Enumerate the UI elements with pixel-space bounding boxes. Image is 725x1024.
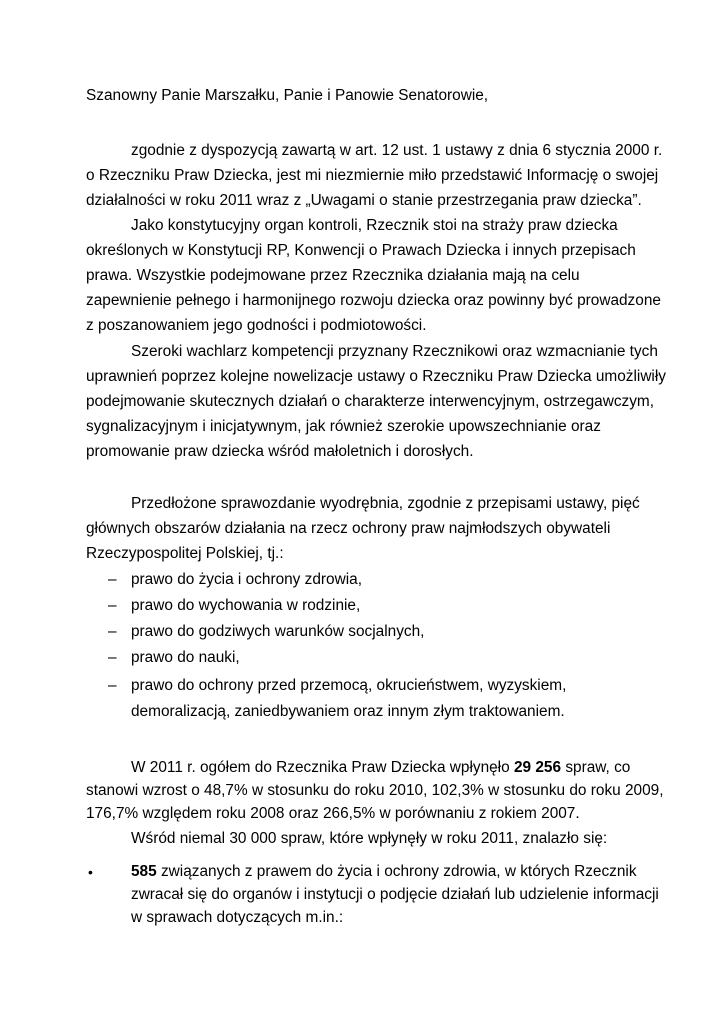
greeting: Szanowny Panie Marszałku, Panie i Panowie Senatorowie, [86,87,489,104]
b1-count: 585 [131,863,157,880]
p1-line1: zgodnie z dyspozycją zawartą w art. 12 ust. 1 ustawy z dnia 6 stycznia 2000 r. [131,142,663,159]
p5-line1 [131,759,630,777]
p3-line3: podejmowanie skutecznych działań o charakterze interwencyjnym, ostrzegawczym, [86,393,654,410]
b1-line1 [131,863,637,881]
p2-line1: Jako konstytucyjny organ kontroli, Rzecznik stoi na straży praw dziecka [131,217,618,234]
p3-line1: Szeroki wachlarz kompetencji przyznany Rzecznikowi oraz wzmacnianie tych [131,343,658,360]
list-item-line1: prawo do ochrony przed przemocą, okrucieństwem, wyzyskiem, [131,677,567,694]
p3-line4: sygnalizacyjnym i inicjatywnym, jak również szerokie upowszechnianie oraz [86,418,601,435]
b1-line1-rest: związanych z prawem do życia i ochrony zdrowia, w których Rzecznik [160,863,637,880]
list-dash: – [108,649,117,666]
b1-line3: w sprawach dotyczących m.in.: [131,909,344,926]
p3-line5: promowanie praw dziecka wśród małoletnich i dorosłych. [86,443,474,460]
p1-line2: o Rzeczniku Praw Dziecka, jest mi niezmiernie miło przedstawić Informację o swojej [86,167,659,184]
p4-line1: Przedłożone sprawozdanie wyodrębnia, zgodnie z przepisami ustawy, pięć [131,495,640,512]
p6-line: Wśród niemal 30 000 spraw, które wpłynęły w roku 2011, znalazło się: [131,830,608,847]
p5-line1-pre: W 2011 r. ogółem do Rzecznika Praw Dziecka wpłynęło [131,759,510,776]
p2-line5: z poszanowaniem jego godności i podmiotowości. [86,317,427,334]
p3-line2: uprawnień poprzez kolejne nowelizacje ustawy o Rzeczniku Praw Dziecka umożliwiły [86,368,666,385]
list-item: prawo do godziwych warunków socjalnych, [131,623,425,640]
b1-line2: zwracał się do organów i instytucji o podjęcie działań lub udzielenie informacji [131,886,659,903]
list-dash: – [108,623,117,640]
p2-line2: określonych w Konstytucji RP, Konwencji o Prawach Dziecka i innych przepisach [86,242,636,259]
p5-line3: 176,7% względem roku 2008 oraz 266,5% w porównaniu z rokiem 2007. [86,805,580,822]
bullet-dot: • [88,864,93,880]
case-count: 29 256 [513,759,562,776]
list-item: prawo do nauki, [131,649,240,666]
p1-line3: działalności w roku 2011 wraz z „Uwagami o stanie przestrzegania praw dziecka”. [86,192,642,209]
list-item: prawo do wychowania w rodzinie, [131,597,361,614]
p4-line3: Rzeczypospolitej Polskiej, tj.: [86,545,284,562]
p2-line4: zapewnienie pełnego i harmonijnego rozwoju dziecka oraz powinny być prowadzone [86,292,661,309]
p4-line2: głównych obszarów działania na rzecz ochrony praw najmłodszych obywateli [86,520,611,537]
list-dash: – [108,677,117,694]
list-item-line2: demoralizacją, zaniedbywaniem oraz innym złym traktowaniem. [131,703,565,720]
list-dash: – [108,571,117,588]
list-dash: – [108,597,117,614]
p2-line3: prawa. Wszystkie podejmowane przez Rzecznika działania mają na celu [86,267,580,284]
p5-line1-post: spraw, co [565,759,631,776]
p5-line2: stanowi wzrost o 48,7% w stosunku do roku 2010, 102,3% w stosunku do roku 2009, [86,782,664,799]
list-item: prawo do życia i ochrony zdrowia, [131,571,362,588]
